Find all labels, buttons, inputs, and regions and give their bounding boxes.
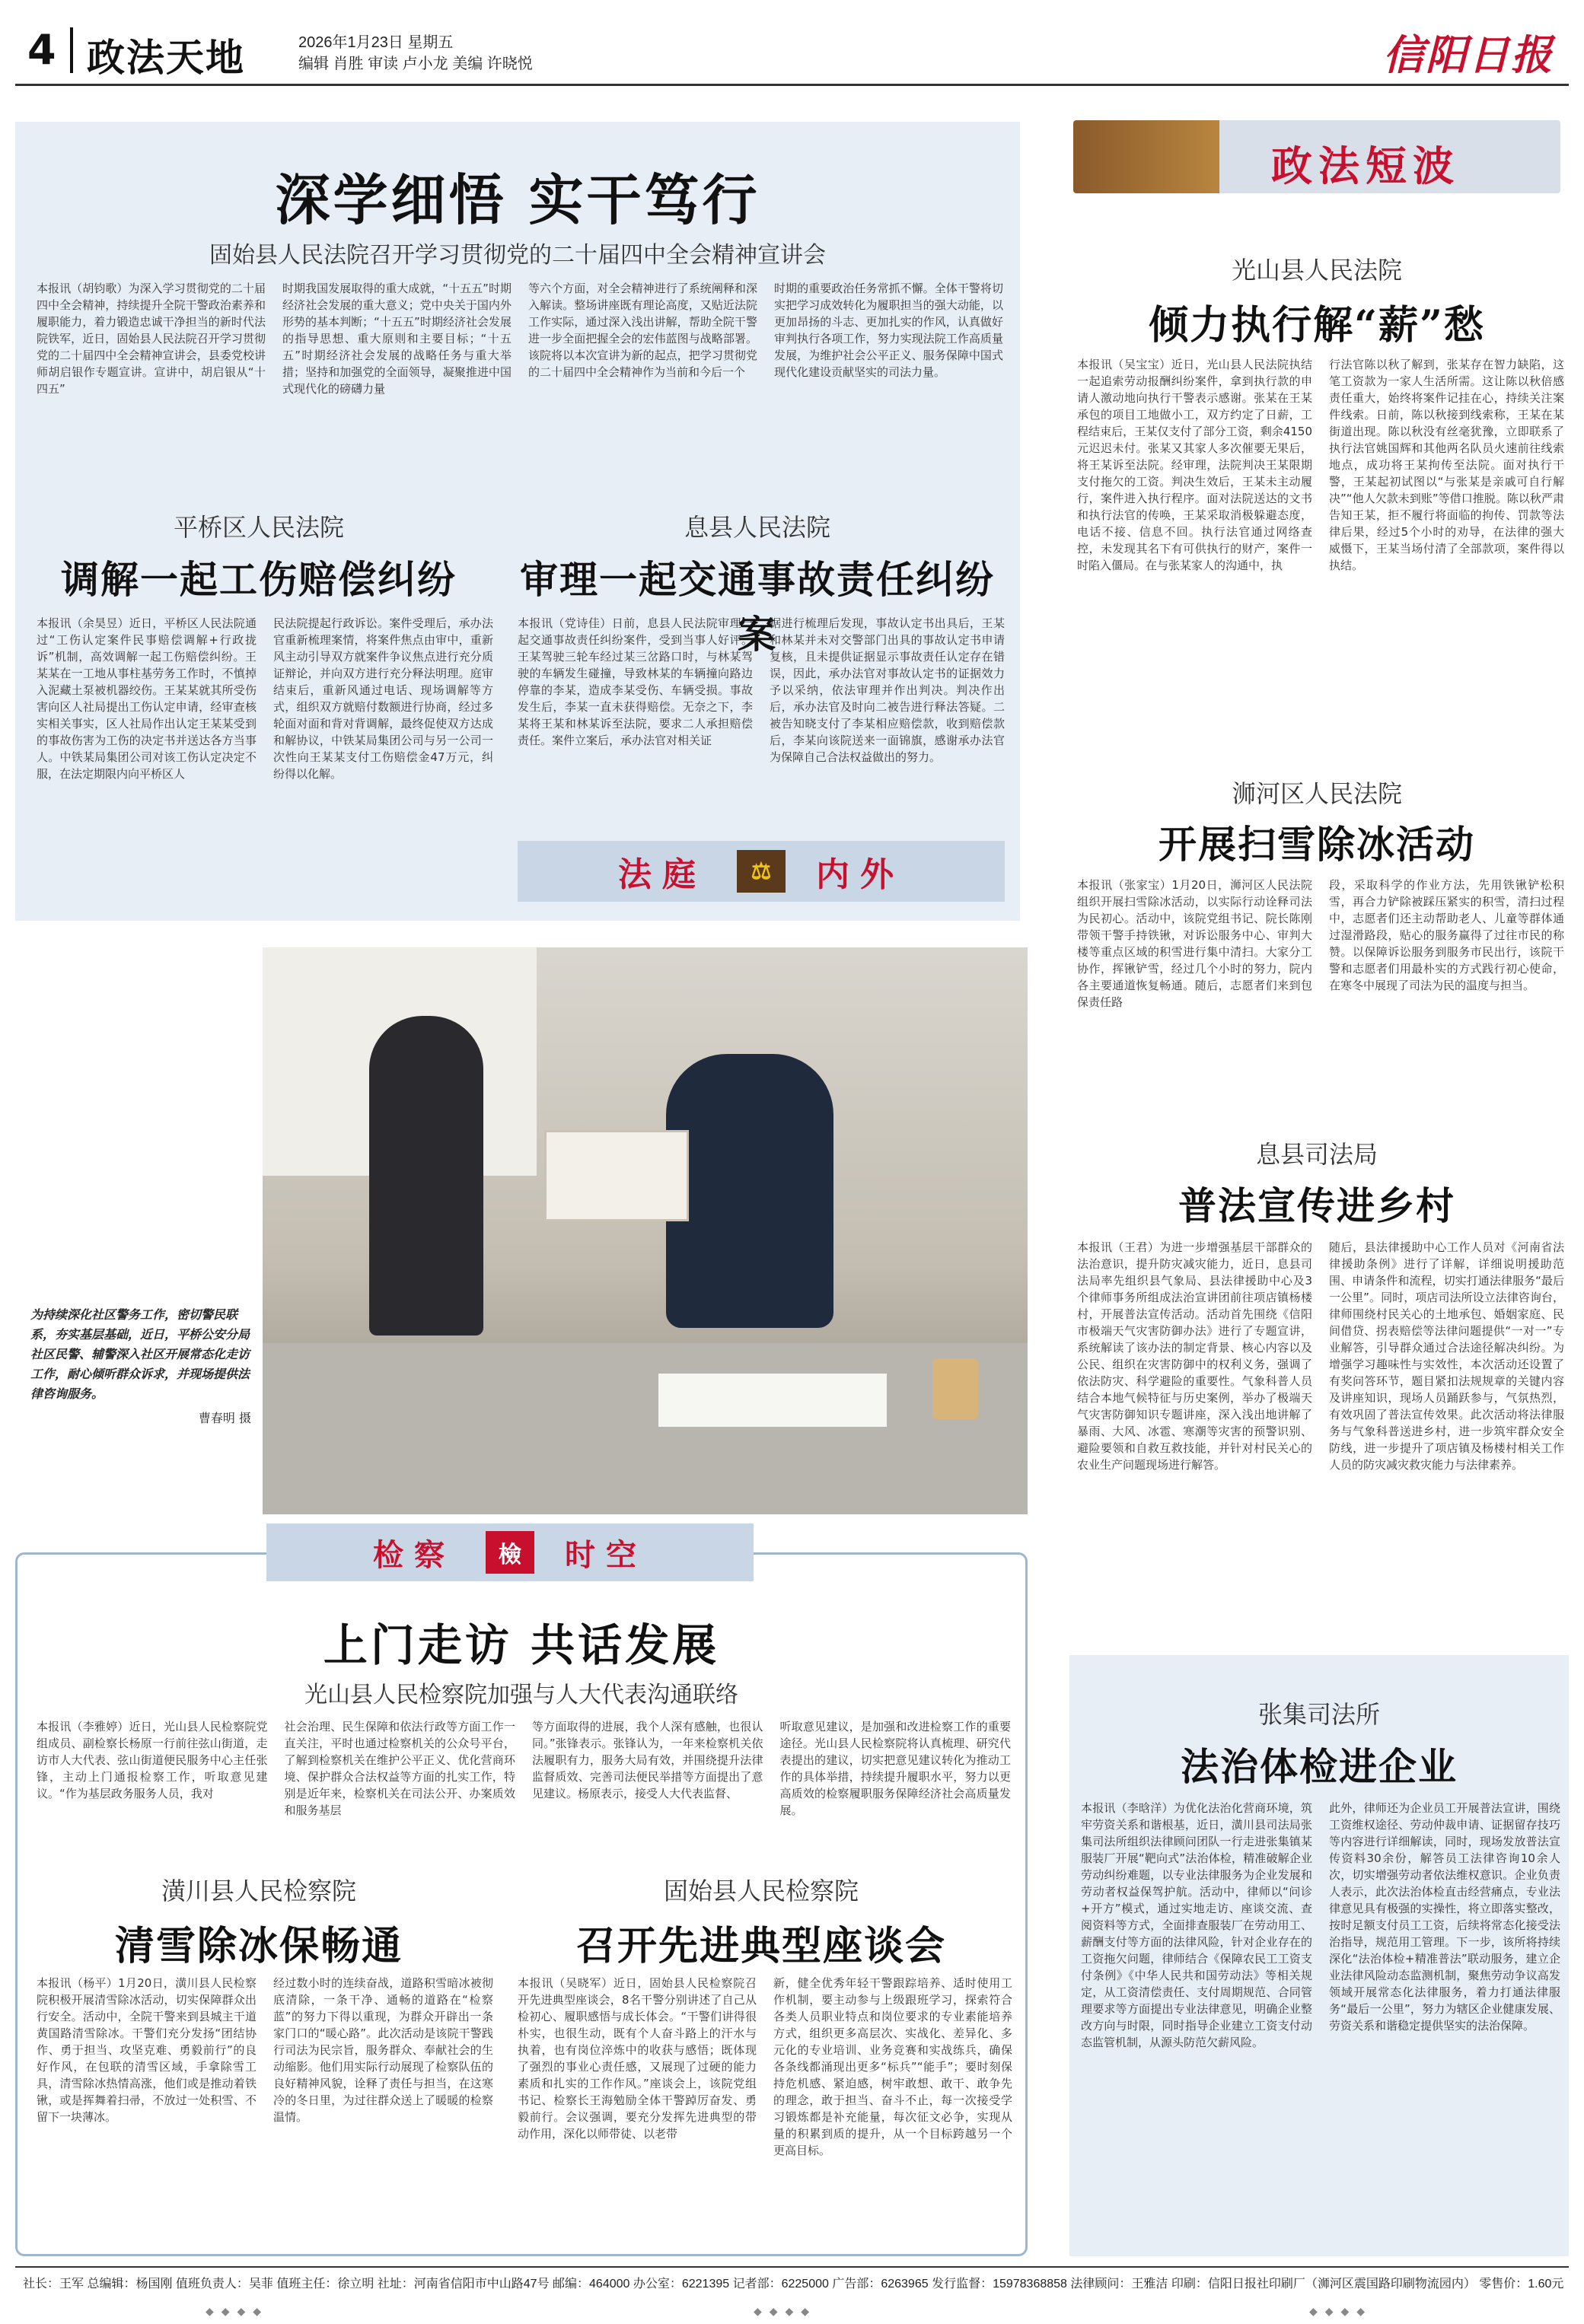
huangchuan-col-1: 本报讯（杨平）1月20日，潢川县人民检察院积极开展清雪除冰活动，切实保障群众出行安全。活动中，全院干警来到县城主干道黄国路清雪除冰。干警们充分发扬“团结协作、勇于担当、攻坚克难、勇毅前行”的良好作风，在包联的清雪区域，手拿除雪工具，清雪除冰热情高涨，他们或是推动着铁锹，或是挥舞着扫帚，不放过一处积雪、不留下一块薄冰。 — [37, 1976, 257, 2124]
zhangji-title: 法治体检进企业 — [1181, 1744, 1458, 1789]
guangshan-court-col-2: 行法官陈以秋了解到，张某存在智力缺陷，这笔工资款为一家人生活所需。这让陈以秋倍感责任重大，始终将案件记挂在心，持续关注案件线索。日前，陈以秋接到线索称，王某在某街道出现。陈以秋没有丝毫犹豫，立即联系了执行法官姚国辉和其他两名队员火速前往线索地点，成功将王某拘传至法院。面对执行干警，王某起初试图以“与张某是亲戚可自行解决”“他人欠款未到账”等借口推脱。陈以秋严肃告知王某，拒不履行将面临的拘传、罚款等法律后果，经过5个小时的劝导，在法律的强大威慑下，王某当场付清了全部款项，案件得以执结。 — [1329, 358, 1564, 572]
footer-dots-left: ◆◆◆◆ — [206, 2306, 269, 2318]
huangchuan-body — [37, 1975, 493, 2249]
feature-col-2: 时期我国发展取得的重大成就，“十五五”时期经济社会发展的重大意义；党中央关于国内外形势的基本判断；“十五五”时期经济社会发展的指导思想、重大原则和主要目标；“十五五”时期经济社会发展的战略任务与重大举措；坚持和加强党的全面领导，凝聚推进中国式现代化的磅礴力量 — [282, 282, 512, 396]
pingqiao-col-1: 本报讯（余昊昱）近日，平桥区人民法院通过“工伤认定案件民事赔偿调解+行政拢诉”机制，高效调解一起工伤赔偿纠纷。王某某在一工地从事柱基劳务工作时，不慎掉入泥藏土泵被机器绞伤。王某某就其所受伤害向区人社局提出工伤认定申请，经审查核实相关事实，区人社局作出认定王某某受到的事故伤害为工伤的决定书并送达各方当事人。中铁某局集团公司对该工伤认定决定不服，在法定期限内向平桥区人 — [37, 616, 257, 781]
shihe-body — [1077, 877, 1564, 1124]
feature-title: 深学细悟 实干笃行 — [275, 167, 760, 232]
header-divider — [70, 27, 73, 73]
xixian-body — [518, 615, 1005, 832]
xixian-col-1: 本报讯（党诗佳）日前，息县人民法院审理一起交通事故责任纠纷案件，受到当事人好评。王某驾驶三轮车经过某三岔路口时，与林某驾驶的车辆发生碰撞，导致林某的车辆撞向路边停靠的李某，造成李某受伤、车辆受损。事故发生后，李某一直未获得赔偿。无奈之下，李某将王某和林某诉至法院，要求二人承担赔偿责任。案件立案后，承办法官对相关证 — [518, 616, 753, 747]
gushi-proc-org: 固始县人民检察院 — [663, 1877, 859, 1905]
footer-rule — [15, 2266, 1569, 2268]
page-number: 4 — [27, 26, 56, 74]
banner-court-left: 法庭 — [618, 855, 706, 894]
photo-officer — [666, 1054, 833, 1328]
photo-poster — [544, 1130, 689, 1221]
staff-line: 编辑 肖胜 审读 卢小龙 美编 许晓悦 — [298, 56, 533, 72]
photo-credit: 曹春明 摄 — [198, 1411, 251, 1425]
huangchuan-title: 清雪除冰保畅通 — [114, 1923, 403, 1969]
zhangji-org: 张集司法所 — [1257, 1700, 1380, 1729]
column-banner-procuratorate — [266, 1523, 754, 1581]
guangshan-proc-title: 上门走访 共话发展 — [323, 1619, 720, 1671]
xixian-col-2: 据进行梳理后发现，事故认定书出具后，王某和林某并未对交警部门出具的事故认定书申请复核，且未提供证据显示事故责任认定存在错误，因此，承办法官对事故认定书的证据效力予以采纳，依法审理并作出判决。判决作出后，承办法官及时向二被告进行释法答疑。二被告知晓支付了李某相应赔偿款，收到赔偿款后，李某向该院送来一面锦旗，感谢承办法官为保障自己合法权益做出的努力。 — [770, 616, 1005, 764]
feature-col-1: 本报讯（胡钧歌）为深入学习贯彻党的二十届四中全会精神，持续提升全院干警政治素养和履职能力，着力锻造忠诚干净担当的新时代法院铁军，近日，固始县人民法院召开学习贯彻党的二十届四中全会精神宣讲会，县委党校讲师胡启银作专题宣讲。宣讲中，胡启银从“十四五” — [37, 282, 266, 396]
banner-proc-right: 时空 — [565, 1536, 647, 1573]
gushi-proc-col-1: 本报讯（吴晓军）近日，固始县人民检察院召开先进典型座谈会，8名干警分别讲述了自己从检初心、履职感悟与成长体会。“干警们讲得很朴实，也很生动，既有个人奋斗路上的汗水与执着，也有岗位淬炼中的收获与感悟；既体现了强烈的事业心责任感，又展现了过硬的能力素质和扎实的工作作风。”座谈会上，该院党组书记、检察长王海勉励全体干警踔厉奋发、勇毅前行。会议强调，要充分发挥先进典型的带动作用，深化以师带徒、以老带 — [518, 1976, 757, 2141]
guangshan-court-org: 光山县人民法院 — [1231, 256, 1402, 285]
gushi-proc-body — [518, 1975, 1012, 2249]
feature-body — [37, 280, 1003, 470]
shihe-col-1: 本报讯（张家宝）1月20日，浉河区人民法院组织开展扫雪除冰活动，以实际行动诠释司法为民初心。活动中，该院党组书记、院长陈刚带领干警手持铁锹，对诉讼服务中心、审判大楼等重点区域的积雪进行集中清扫。大家分工协作，挥锹铲雪，经过几个小时的努力，院内各主要通道恢复畅通。随后，志愿者们来到包保责任路 — [1077, 878, 1312, 1009]
xixian-title: 审理一起交通事故责任纠纷案 — [520, 557, 995, 657]
xixian-justice-col-2: 随后，县法律援助中心工作人员对《河南省法律援助条例》进行了详解，详细说明援助范围、申请条件和流程，切实打通法律服务“最后一公里”。同时，项店司法所设立法律咨询台，律师围绕村民关心的土地承包、婚姻家庭、民间借贷、拐表赔偿等法律问题提供“一对一”专业解答，引导群众通过合法途径解决纠纷。为增强学习趣味性与实效性，本次活动还设置了有奖问答环节，题目紧扣法规规章的关键内容及讲座知识，现场人员踊跃参与，气氛热烈，有效巩固了普法宣传效果。此次活动将法律服务与气象科普送进乡村，进一步筑牢群众安全防线，进一步提升了项店镇及杨楼村相关工作人员的防灾减灾救灾能力与法律素养。 — [1329, 1240, 1564, 1472]
banner-court-right: 内外 — [816, 855, 904, 894]
guangshan-proc-col-2: 社会治理、民生保障和依法行政等方面工作一直关注，平时也通过检察机关的公众号平台，了解到检察机关在维护公平正义、优化营商环境、保护群众合法权益等方面的扎实工作，特别是近年来，检察机关在司法公开、办案质效和服务基层 — [284, 1720, 515, 1817]
community-police-photo — [263, 947, 1028, 1514]
photo-desk — [263, 1343, 1028, 1514]
zhangji-body — [1081, 1800, 1560, 2249]
section-title: 政法天地 — [87, 35, 245, 80]
photo-paper — [658, 1374, 887, 1427]
shihe-title: 开展扫雪除冰活动 — [1159, 822, 1475, 867]
brief-column-title: 政法短波 — [1271, 142, 1460, 190]
xixian-justice-col-1: 本报讯（王君）为进一步增强基层干部群众的法治意识，提升防灾减灾能力，近日，息县司法局率先组织县气象局、县法律援助中心及3个律师事务所组成法治宣讲团前往项店镇杨楼村，开展普法宣传活动。活动首先围绕《信阳市极端天气灾害防御办法》进行了专题宣讲，系统解读了该办法的制定背景、核心内容以及公民、组织在灾害防御中的权利义务，强调了依法防灾、科学避险的重要性。气象科普人员结合本地气候特征与历史案例，举办了极端天气灾害防御知识专题讲座，深入浅出地讲解了暴雨、大风、冰雹、寒潮等灾害的预警识别、避险要领和自救互救技能，并针对村民关心的农业生产问题现场进行解答。 — [1077, 1240, 1312, 1472]
footer-dots-right: ◆◆◆◆ — [1309, 2306, 1373, 2318]
photo-caption — [30, 1305, 251, 1428]
gushi-proc-title: 召开先进典型座谈会 — [575, 1923, 946, 1969]
pingqiao-body — [37, 615, 493, 904]
scales-icon: ⚖ — [737, 850, 786, 893]
xixian-justice-title: 普法宣传进乡村 — [1178, 1183, 1455, 1228]
zhangji-col-1: 本报讯（李晗洋）为优化法治化营商环境，筑牢劳资关系和谐根基，近日，潢川县司法局张集司法所组织法律顾问团队一行走进张集镇某服装厂开展“靶向式”法治体检，精准破解企业劳动纠纷难题，以专业法律服务为企业发展和劳动者权益保驾护航。活动中，律师以“问诊+开方”模式，通过实地走访、座谈交流、查阅资料等方式，全面排查服装厂在劳动用工、薪酬支付等方面的法律风险，针对企业存在的工资拖欠问题，律师结合《保障农民工工资支付条例》《中华人民共和国劳动法》等相关规定，从工资清偿责任、支付周期规范、合同管理要求等方面提出专业法律意见，明确企业整改方向与时限，同时指导企业建立工资支付动态监管机制，从源头防范欠薪风险。 — [1081, 1801, 1312, 2049]
guangshan-proc-col-3: 等方面取得的进展，我个人深有感触，也很认同。”张锋表示。张锋认为，一年来检察机关依法履职有力，服务大局有效，并围绕提升法律监督质效、完善司法便民举措等方面提出了意见建议。杨原表示，接受人大代表监督、 — [532, 1720, 763, 1800]
guangshan-proc-col-1: 本报讯（李雅婷）近日，光山县人民检察院党组成员、副检察长杨原一行前往弦山街道，走访市人大代表、弦山街道便民服务中心主任张锋，主动上门通报检察工作，听取意见建议。“作为基层政务服务人员，我对 — [37, 1720, 268, 1800]
banner-proc-left: 检察 — [373, 1536, 455, 1573]
guangshan-proc-subtitle: 光山县人民检察院加强与人大代表沟通联络 — [304, 1682, 738, 1708]
header-rule — [15, 84, 1569, 86]
feature-subtitle: 固始县人民法院召开学习贯彻党的二十届四中全会精神宣讲会 — [209, 242, 826, 269]
guangshan-court-title: 倾力执行解“薪”愁 — [1149, 302, 1485, 349]
footer-dots-center: ◆◆◆◆ — [754, 2306, 817, 2318]
feature-col-4: 时期的重要政治任务常抓不懈。全体干警将切实把学习成效转化为履职担当的强大动能，以更加昂扬的斗志、更加扎实的作风，认真做好审判执行各项工作，努力实现法院工作高质量发展，为维护社会公平正义、服务保障中国式现代化建设贡献坚实的司法力量。 — [774, 282, 1003, 379]
pingqiao-col-2: 民法院提起行政诉讼。案件受理后，承办法官重新梳理案情，将案件焦点由审中，重新风主动引导双方就案件争议焦点进行充分质证辩论，并向双方进行充分释法明理。庭审结束后，重新风通过电话、现场调解等方式，组织双方就赔付数额进行协商，经过多轮面对面和背对背调解，最终促使双方达成和解协议，中铁某局集团公司与另一公司一次性向王某某支付工伤赔偿金47万元，纠纷得以化解。 — [273, 616, 493, 781]
shihe-col-2: 段，采取科学的作业方法，先用铁锹铲松积雪，再合力铲除被踩压紧实的积雪，清扫过程中，志愿者们还主动帮助老人、儿童等群体通过湿滑路段，贴心的服务赢得了过往市民的称赞。以保障诉讼服务到服务市民出行，该院干警和志愿者们用最朴实的方式践行初心使命，在寒冬中展现了司法为民的温度与担当。 — [1329, 878, 1564, 992]
feature-col-3: 等六个方面，对全会精神进行了系统阐释和深入解读。整场讲座既有理论高度，又贴近法院工作实际，通过深入浅出讲解，帮助全院干警进一步全面把握全会的宏伟蓝图与战略部署。该院将以本次宣讲为新的起点，把学习贯彻党的二十届四中全会精神作为当前和今后一个 — [528, 282, 757, 379]
brief-column-header — [1073, 120, 1560, 193]
guangshan-court-body — [1077, 356, 1564, 763]
newspaper-logo: 信阳日报 — [1383, 30, 1554, 79]
zhangji-col-2: 此外，律师还为企业员工开展普法宣讲，围绕工资维权途径、劳动仲裁申请、证据留存技巧等内容进行详细解读，同时，现场发放普法宣传资料30余份，解答员工法律咨询10余人次，切实增强劳动者依法维权意识。企业负责人表示，此次法治体检直击经营痛点，专业法律意见具有极强的实操性，将立即落实整改，按时足额支付员工工资，后续将常态化接受法治指导，规范用工管理。下一步，该所将持续深化“法治体检+精准普法”联动服务，建立企业法律风险动态监测机制，聚焦劳动争议高发领域开展常态化法律服务，着力打通法律服务“最后一公里”，努力为辖区企业健康发展、劳资关系和谐稳定提供坚实的法治保障。 — [1329, 1801, 1560, 2033]
xixian-justice-org: 息县司法局 — [1255, 1140, 1378, 1169]
photo-cup — [932, 1358, 978, 1419]
guangshan-proc-col-4: 听取意见建议，是加强和改进检察工作的重要途径。光山县人民检察院将认真梳理、研究代表提出的建议，切实把意见建议转化为推动工作的具体举措，持续提升履职水平，努力以更高质效的检察履职服务保障经济社会高质量发展。 — [779, 1720, 1011, 1817]
guangshan-proc-body — [37, 1718, 1011, 1851]
imprint-footer: 社长：王军 总编辑：杨国刚 值班负责人：吴菲 值班主任：徐立明 社址：河南省信阳市中山路47号 邮编：464000 办公室：6221395 记者部：6225000 广告部：6263965 发行监督：15978368858 法律顾问：王雅洁 印刷：信阳日报社印刷厂（浉河区震国路印刷物流园内） 零售价：1.60元 — [23, 2278, 1564, 2291]
xixian-org: 息县人民法院 — [684, 513, 830, 542]
date-line: 2026年1月23日 星期五 — [298, 34, 454, 51]
huangchuan-col-2: 经过数小时的连续奋战，道路积雪暗冰被彻底清除，一条干净、通畅的道路在“检察蓝”的努力下得以重现，为群众开辟出一条家门口的“暖心路”。此次活动是该院干警践行司法为民宗旨，服务群众、奉献社会的生动缩影。他们用实际行动展现了检察队伍的良好精神风貌，诠释了责任与担当，在这寒冷的冬日里，为过往群众送上了暖暖的检察温情。 — [273, 1976, 493, 2124]
xixian-justice-body — [1077, 1239, 1564, 1638]
pingqiao-org: 平桥区人民法院 — [173, 513, 344, 542]
emblem-icon: 檢 — [486, 1531, 534, 1574]
guangshan-court-col-1: 本报讯（吴宝宝）近日，光山县人民法院执结一起追索劳动报酬纠纷案件，拿到执行款的申请人激动地向执行干警表示感谢。张某在王某承包的项目工地做小工，双方约定了日薪，工程结束后，王某仅支付了部分工资，剩余4150元迟迟未付。张某又其家人多次催要无果后，将王某诉至法院。经审理，法院判决王某限期支付拖欠的工资。判决生效后，王某未主动履行，案件进入执行程序。面对法院送达的文书和执行法官的传唤，王某采取消极躲避态度，电话不接、信息不回。执行法官通过网络查控，未发现其名下有可供执行的财产，案件一时陷入僵局。在与张某家人的沟通中，执 — [1077, 358, 1312, 572]
huangchuan-org: 潢川县人民检察院 — [161, 1877, 356, 1905]
photo-caption-text: 为持续深化社区警务工作，密切警民联系，夯实基层基础，近日，平桥公安分局社区民警、辅警深入社区开展常态化走访工作，耐心倾听群众诉求，并现场提供法律咨询服务。 — [30, 1307, 250, 1401]
gushi-proc-col-2: 新，健全优秀年轻干警跟踪培养、适时使用工作机制，要主动参与上级跟班学习，探索符合各类人员职业特点和岗位要求的专业素能培养方式，组织更多高层次、实战化、差异化、多元化的专业培训、业务竞赛和实战练兵，确保各条线都涌现出更多“标兵”“能手”；要时刻保持危机感、紧迫感，树牢敢想、敢干、敢争先的理念，敢于担当、奋斗不止，每一次接受学习锻炼都是补充能量，每次征文必争，实现从量的积累到质的提升，从一个目标跨越另一个更高目标。 — [773, 1976, 1012, 2157]
column-banner-court — [518, 841, 1005, 902]
pingqiao-title: 调解一起工伤赔偿纠纷 — [61, 557, 457, 602]
shihe-org: 浉河区人民法院 — [1231, 779, 1402, 808]
header-meta — [298, 32, 533, 75]
photo-person-left — [369, 1016, 483, 1336]
